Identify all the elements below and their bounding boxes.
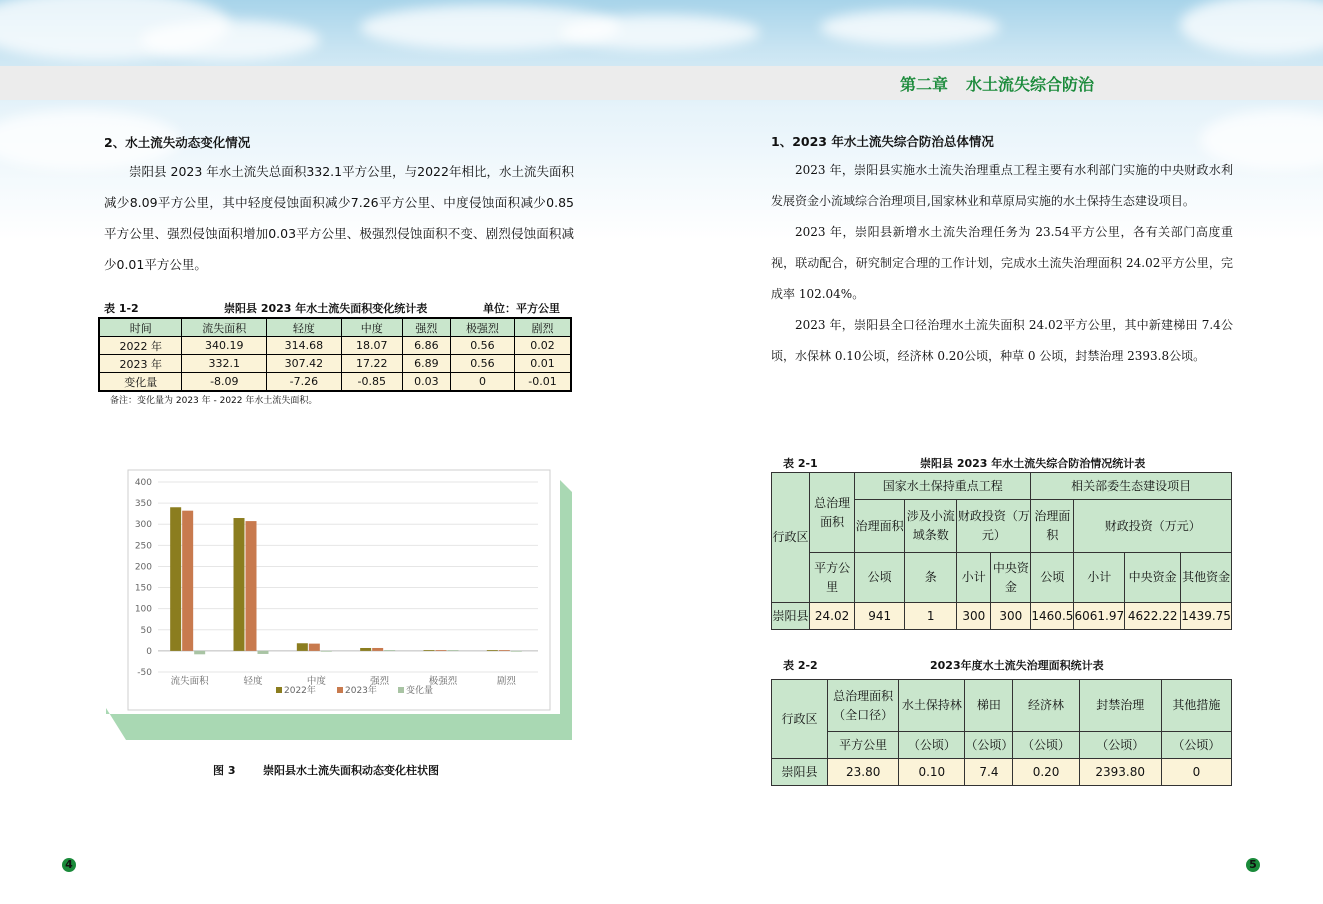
y-tick-label: 0 bbox=[146, 646, 152, 657]
chapter-title: 水土流失综合防治 bbox=[966, 75, 1095, 94]
table-cell: 300 bbox=[991, 603, 1031, 630]
y-tick-label: 400 bbox=[134, 478, 152, 488]
bar bbox=[194, 651, 205, 654]
table-cell: 1 bbox=[905, 603, 957, 630]
table-cell: 941 bbox=[855, 603, 905, 630]
bar bbox=[448, 650, 459, 651]
chart-legend bbox=[276, 684, 433, 696]
bar bbox=[384, 650, 395, 651]
y-tick-label: 350 bbox=[134, 499, 152, 510]
table-2-2-number: 表 2-2 bbox=[783, 659, 818, 672]
unit-cell: 中央资金 bbox=[1125, 553, 1181, 603]
table-cell: 0 bbox=[450, 373, 514, 392]
table-cell: 崇阳县 bbox=[772, 603, 810, 630]
table-row bbox=[99, 337, 571, 355]
right-paragraph-1: 2023 年，崇阳县实施水土流失治理重点工程主要有水利部门实施的中央财政水利发展资金小流域综合治理项目,国家林业和草原局实施的水土保持生态建设项目。 bbox=[771, 163, 1233, 208]
table-cell: 2023 年 bbox=[99, 355, 182, 373]
table-cell: -0.01 bbox=[514, 373, 571, 392]
unit-cell: 中央资金 bbox=[991, 553, 1031, 603]
page-number-right: 5 bbox=[1246, 858, 1260, 872]
table-cell: 340.19 bbox=[182, 337, 267, 355]
chapter-number: 第二章 bbox=[900, 75, 949, 94]
bar bbox=[234, 518, 245, 651]
table-note: 备注：变化量为 2023 年 - 2022 年水土流失面积。 bbox=[110, 396, 318, 406]
legend-swatch bbox=[398, 687, 404, 693]
bar bbox=[424, 650, 435, 651]
y-tick-label: 200 bbox=[134, 562, 152, 573]
header-control-area-2: 治理面积 bbox=[1031, 500, 1074, 553]
header-cell: 流失面积 bbox=[182, 318, 267, 337]
table-cell: 332.1 bbox=[182, 355, 267, 373]
right-paragraphs bbox=[771, 155, 1233, 372]
bar-chart bbox=[106, 468, 572, 740]
table-cell: -0.85 bbox=[341, 373, 402, 392]
header-economic-forest: 经济林 bbox=[1013, 680, 1079, 732]
table-cell: 300 bbox=[957, 603, 991, 630]
table-cell: 6061.97 bbox=[1074, 603, 1125, 630]
table-cell: 0.10 bbox=[899, 759, 965, 786]
unit-cell: （公顷） bbox=[1013, 732, 1079, 759]
header-closure: 封禁治理 bbox=[1079, 680, 1161, 732]
table-cell: 2393.80 bbox=[1079, 759, 1161, 786]
table-cell: 4622.22 bbox=[1125, 603, 1181, 630]
header-total-area: 总治理面积（全口径） bbox=[828, 680, 899, 732]
header-cell: 剧烈 bbox=[514, 318, 571, 337]
table-cell: 0.01 bbox=[514, 355, 571, 373]
unit-cell: 其他资金 bbox=[1181, 553, 1232, 603]
unit-cell: 平方公里 bbox=[828, 732, 899, 759]
x-tick-label: 流失面积 bbox=[170, 676, 209, 687]
x-tick-label: 轻度 bbox=[243, 676, 263, 687]
legend-swatch bbox=[337, 687, 343, 693]
table-cell: 0.56 bbox=[450, 337, 514, 355]
legend-swatch bbox=[276, 687, 282, 693]
header-related-project: 相关部委生态建设项目 bbox=[1031, 473, 1232, 500]
table-cell: 24.02 bbox=[810, 603, 855, 630]
bar bbox=[182, 511, 193, 651]
unit-cell: 公顷 bbox=[1031, 553, 1074, 603]
bar bbox=[170, 507, 181, 651]
table-cell: -7.26 bbox=[267, 373, 341, 392]
table-cell: 0.03 bbox=[402, 373, 450, 392]
header-basin-count: 涉及小流域条数 bbox=[905, 500, 957, 553]
bar bbox=[321, 651, 332, 652]
table-cell: 变化量 bbox=[99, 373, 182, 392]
control-area-table bbox=[771, 679, 1232, 786]
right-section-heading: 1、2023 年水土流失综合防治总体情况 bbox=[771, 134, 994, 149]
header-cell: 极强烈 bbox=[450, 318, 514, 337]
page-number-left: 4 bbox=[62, 858, 76, 872]
header-total-area: 总治理面积 bbox=[810, 473, 855, 553]
table-cell: 307.42 bbox=[267, 355, 341, 373]
legend-label: 2022年 bbox=[284, 686, 316, 696]
bar bbox=[511, 651, 522, 652]
right-paragraph-2: 2023 年，崇阳县新增水土流失治理任务为 23.54平方公里，各有关部门高度重视，联动配合，研究制定合理的工作计划，完成水土流失治理面积 24.02平方公里，完成率 102.04%。 bbox=[771, 225, 1233, 301]
unit-cell: （公顷） bbox=[965, 732, 1013, 759]
table-cell: 0 bbox=[1161, 759, 1231, 786]
bar bbox=[258, 651, 269, 654]
table-row bbox=[772, 603, 1232, 630]
chart-frame bbox=[106, 468, 572, 740]
y-tick-label: 250 bbox=[134, 541, 152, 552]
header-cell: 中度 bbox=[341, 318, 402, 337]
y-tick-label: 150 bbox=[134, 583, 152, 594]
left-paragraph: 崇阳县 2023 年水土流失总面积332.1平方公里，与2022年相比，水土流失面积减少8.09平方公里，其中轻度侵蚀面积减少7.26平方公里、中度侵蚀面积减少0.85平方公里、强烈侵蚀面积增加0.03平方公里、极强烈侵蚀面积不变、剧烈侵蚀面积减少0.01平方公里。 bbox=[104, 164, 574, 272]
control-summary-table bbox=[771, 472, 1232, 630]
bar bbox=[487, 650, 498, 651]
unit-cell: 小计 bbox=[1074, 553, 1125, 603]
unit-cell: （公顷） bbox=[1079, 732, 1161, 759]
table-cell: 6.89 bbox=[402, 355, 450, 373]
right-paragraph-3: 2023 年，崇阳县全口径治理水土流失面积 24.02平方公里，其中新建梯田 7.4公顷，水保林 0.10公顷，经济林 0.20公顷，种草 0 公顷，封禁治理 2393.8公顷。 bbox=[771, 318, 1233, 363]
table-2-1-title: 崇阳县 2023 年水土流失综合防治情况统计表 bbox=[920, 457, 1146, 470]
header-investment-2: 财政投资（万元） bbox=[1074, 500, 1232, 553]
bar bbox=[309, 644, 320, 651]
x-tick-label: 极强烈 bbox=[428, 676, 458, 687]
header-band bbox=[0, 66, 1323, 100]
table-cell: 18.07 bbox=[341, 337, 402, 355]
header-region: 行政区 bbox=[772, 680, 828, 759]
table-cell: -8.09 bbox=[182, 373, 267, 392]
bar bbox=[297, 643, 308, 651]
x-tick-label: 强烈 bbox=[370, 676, 390, 687]
x-tick-label: 剧烈 bbox=[496, 676, 516, 687]
header-soil-forest: 水土保持林 bbox=[899, 680, 965, 732]
table-row bbox=[99, 373, 571, 392]
legend-label: 2023年 bbox=[345, 686, 377, 696]
y-tick-label: 50 bbox=[140, 625, 152, 636]
header-investment: 财政投资（万元） bbox=[957, 500, 1031, 553]
area-change-table bbox=[98, 317, 572, 392]
legend-label: 变化量 bbox=[406, 686, 434, 696]
left-section-heading: 2、水土流失动态变化情况 bbox=[104, 135, 251, 150]
header-national-project: 国家水土保持重点工程 bbox=[855, 473, 1031, 500]
table-cell: 0.56 bbox=[450, 355, 514, 373]
header-cell: 时间 bbox=[99, 318, 182, 337]
header-terrace: 梯田 bbox=[965, 680, 1013, 732]
header-cell: 强烈 bbox=[402, 318, 450, 337]
header-control-area: 治理面积 bbox=[855, 500, 905, 553]
table-row bbox=[99, 355, 571, 373]
table-cell: 314.68 bbox=[267, 337, 341, 355]
header-other: 其他措施 bbox=[1161, 680, 1231, 732]
unit-cell: 平方公里 bbox=[810, 553, 855, 603]
unit-cell: 小计 bbox=[957, 553, 991, 603]
figure-caption: 崇阳县水土流失面积动态变化柱状图 bbox=[263, 764, 439, 777]
table-header-row bbox=[99, 318, 571, 337]
bar bbox=[246, 521, 257, 651]
header-region: 行政区 bbox=[772, 473, 810, 603]
unit-cell: 条 bbox=[905, 553, 957, 603]
table-cell: 崇阳县 bbox=[772, 759, 828, 786]
bar bbox=[436, 650, 447, 651]
figure-number: 图 3 bbox=[213, 764, 236, 777]
unit-cell: （公顷） bbox=[1161, 732, 1231, 759]
table-row bbox=[772, 759, 1232, 786]
bar bbox=[360, 648, 371, 651]
y-tick-label: 300 bbox=[134, 520, 152, 531]
table-cell: 6.86 bbox=[402, 337, 450, 355]
table-1-2-number: 表 1-2 bbox=[104, 302, 139, 315]
table-cell: 0.02 bbox=[514, 337, 571, 355]
bar bbox=[372, 648, 383, 651]
y-tick-label: -50 bbox=[137, 668, 152, 678]
unit-cell: 公顷 bbox=[855, 553, 905, 603]
chapter-heading bbox=[900, 72, 1094, 95]
y-tick-label: 100 bbox=[134, 604, 152, 615]
header-cell: 轻度 bbox=[267, 318, 341, 337]
table-1-2-unit: 单位：平方公里 bbox=[483, 302, 560, 315]
table-cell: 1460.5 bbox=[1031, 603, 1074, 630]
table-cell: 1439.75 bbox=[1181, 603, 1232, 630]
table-cell: 0.20 bbox=[1013, 759, 1079, 786]
unit-cell: （公顷） bbox=[899, 732, 965, 759]
table-cell: 23.80 bbox=[828, 759, 899, 786]
bar bbox=[499, 650, 510, 651]
x-tick-label: 中度 bbox=[306, 676, 326, 687]
table-1-2-title: 崇阳县 2023 年水土流失面积变化统计表 bbox=[224, 302, 428, 315]
table-2-1-number: 表 2-1 bbox=[783, 457, 818, 470]
table-cell: 17.22 bbox=[341, 355, 402, 373]
table-2-2-title: 2023年度水土流失治理面积统计表 bbox=[930, 659, 1104, 672]
table-cell: 7.4 bbox=[965, 759, 1013, 786]
table-cell: 2022 年 bbox=[99, 337, 182, 355]
